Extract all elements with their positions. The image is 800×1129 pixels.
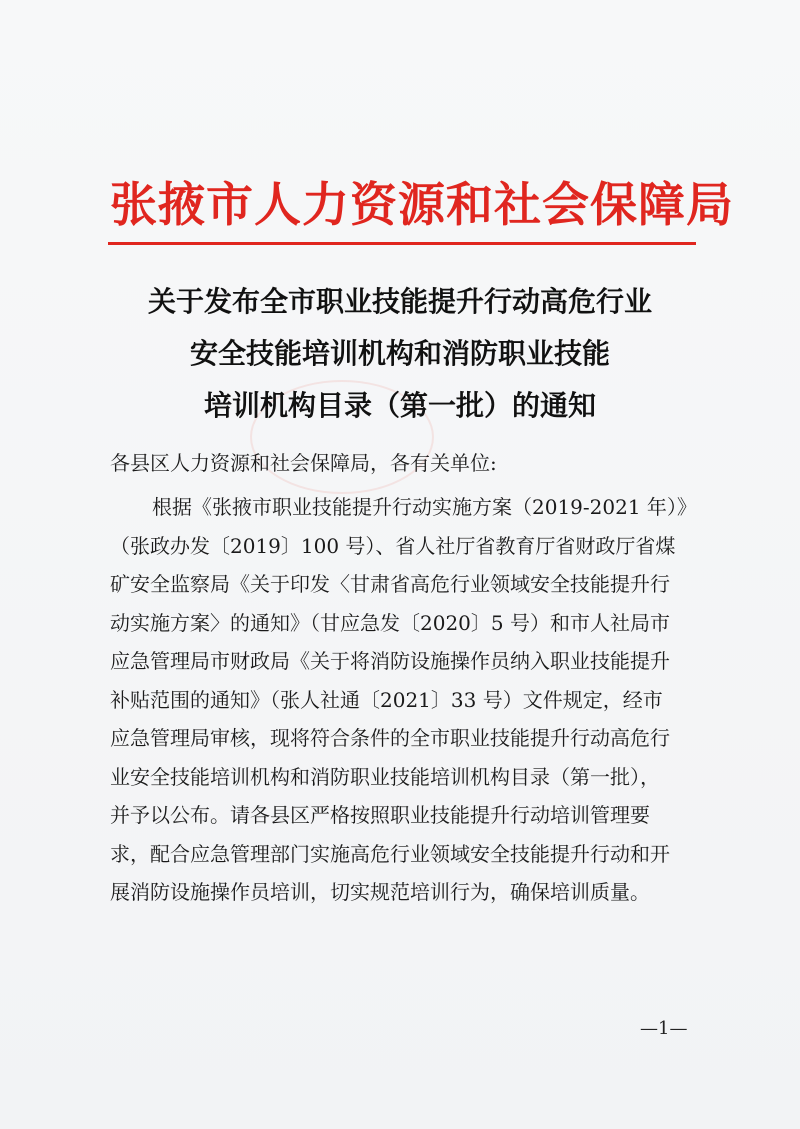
body-line: 并予以公布。请各县区严格按照职业技能提升行动培训管理要 xyxy=(110,803,650,827)
body-line: 应急管理局市财政局《关于将消防设施操作员纳入职业技能提升 xyxy=(110,649,670,673)
body-line: 根据《张掖市职业技能提升行动实施方案（2019-2021 年）》 xyxy=(152,495,697,519)
salutation: 各县区人力资源和社会保障局，各有关单位: xyxy=(110,451,497,475)
page-number: —1— xyxy=(640,1018,688,1039)
title-line-2: 安全技能培训机构和消防职业技能 xyxy=(189,337,610,370)
issuer-header: 张掖市人力资源和社会保障局 xyxy=(110,178,734,233)
body-line: 动实施方案〉的通知》（甘应急发〔2020〕5 号）和市人社局市 xyxy=(110,610,670,635)
body-line: 业安全技能培训机构和消防职业技能培训机构目录（第一批）， xyxy=(110,764,660,789)
body-line: （张政办发〔2019〕100 号）、省人社厅省教育厅省财政厅省煤 xyxy=(110,533,676,558)
title-line-3: 培训机构目录（第一批）的通知 xyxy=(203,389,596,422)
body-paragraph xyxy=(110,488,700,912)
body-line: 展消防设施操作员培训，切实规范培训行为，确保培训质量。 xyxy=(110,880,650,904)
body-line: 矿安全监察局《关于印发〈甘肃省高危行业领域安全技能提升行 xyxy=(110,572,670,596)
body-line: 补贴范围的通知》（张人社通〔2021〕33 号）文件规定，经市 xyxy=(110,687,663,712)
title-line-1: 关于发布全市职业技能提升行动高危行业 xyxy=(147,285,652,318)
document-title xyxy=(90,276,710,432)
body-line: 求，配合应急管理部门实施高危行业领域安全技能提升行动和开 xyxy=(110,841,670,866)
body-line: 应急管理局审核，现将符合条件的全市职业技能提升行动高危行 xyxy=(110,726,670,750)
red-header-rule xyxy=(108,242,696,245)
